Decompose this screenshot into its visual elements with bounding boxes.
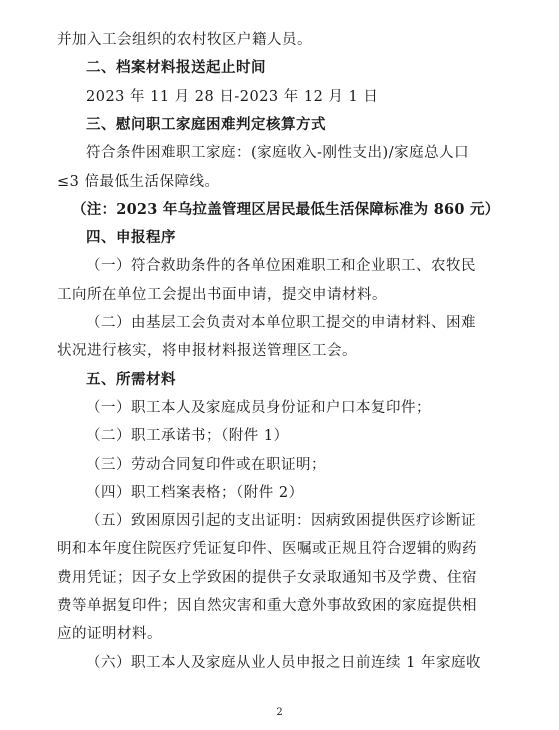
body-line-22: 应的证明材料。 xyxy=(57,626,162,643)
body-line-10: 工向所在单位工会提出书面申请，提交申请材料。 xyxy=(57,286,387,303)
body-line-21: 费等单据复印件；因自然灾害和重大意外事故致困的家庭提供相 xyxy=(57,598,477,614)
body-line-12: 状况进行核实，将申报材料报送管理区工会。 xyxy=(57,343,357,360)
list-item-5: （五）致困原因引起的支出证明：因病致困提供医疗诊断证 xyxy=(86,513,476,530)
body-line-11: （二）由基层工会负责对本单位职工提交的申请材料、困难 xyxy=(86,315,476,331)
heading-2: 二、档案材料报送起止时间 xyxy=(86,59,266,77)
heading-5: 五、所需材料 xyxy=(86,370,176,388)
list-item-2: （二）职工承诺书；（附件 1） xyxy=(86,428,289,445)
list-item-3: （三）劳动合同复印件或在职证明； xyxy=(86,456,326,473)
body-line-9: （一）符合救助条件的各单位困难职工和企业职工、农牧民 xyxy=(86,258,476,275)
body-line-6: ≤3 倍最低生活保障线。 xyxy=(57,173,220,190)
list-item-4: （四）职工档案表格；（附件 2） xyxy=(86,484,304,501)
heading-3: 三、慰问职工家庭困难判定核算方式 xyxy=(86,115,326,133)
heading-4: 四、申报程序 xyxy=(86,229,176,247)
date-range: 2023 年 11 月 28 日-2023 年 12 月 1 日 xyxy=(86,88,379,105)
list-item-1: （一）职工本人及家庭成员身份证和户口本复印件； xyxy=(86,399,431,416)
body-line-19: 明和本年度住院医疗凭证复印件、医嘱或正规且符合逻辑的购药 xyxy=(57,541,477,558)
body-line-1: 并加入工会组织的农村牧区户籍人员。 xyxy=(57,32,312,48)
body-line-5: 符合条件困难职工家庭：(家庭收入-刚性支出)/家庭总人口 xyxy=(86,145,470,162)
note-line: （注：2023 年乌拉盖管理区居民最低生活保障标准为 860 元） xyxy=(72,200,500,218)
body-line-20: 费用凭证；因子女上学致困的提供子女录取通知书及学费、住宿 xyxy=(57,569,477,586)
list-item-6: （六）职工本人及家庭从业人员申报之日前连续 1 年家庭收 xyxy=(86,654,481,671)
page-number: 2 xyxy=(276,707,283,718)
